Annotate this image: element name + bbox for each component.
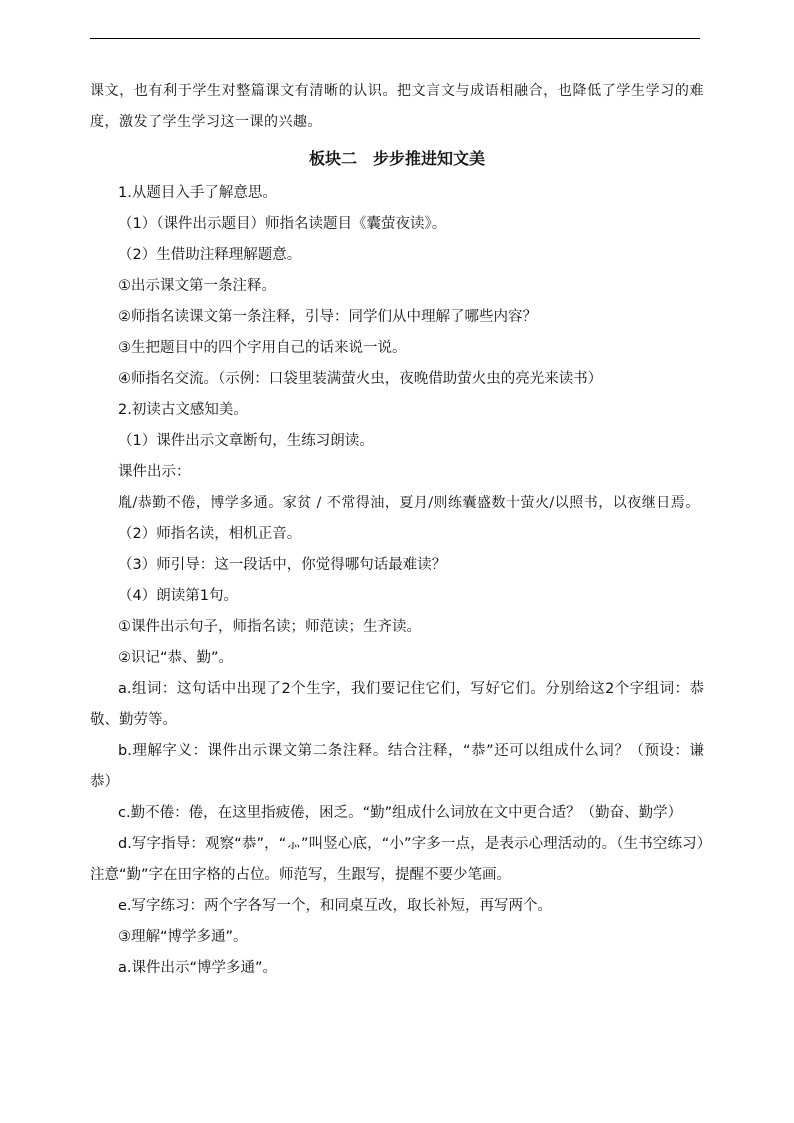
paragraph: d.写字指导：观察“恭”，“⺗”叫竖心底，“小”字多一点，是表示心理活动的。（生书空练习）注意“勤”字在田字格的占位。师范写，生跟写，提醒不要少笔画。 (90, 836, 704, 883)
paragraph: b.理解字义：课件出示课文第二条注释。结合注释，“恭”还可以组成什么词？（预设：谦恭） (90, 743, 704, 790)
paragraph-list (90, 178, 704, 984)
paragraph: ②识记“恭、勤”。 (118, 650, 234, 666)
paragraph: （4）朗读第1句。 (118, 588, 238, 604)
courseware-quote: 胤/恭勤不倦，博学多通。家贫 / 不常得油，夏月/则练囊盛数十萤火/以照书，以夜继日焉。 (118, 495, 700, 511)
paragraph: （1）课件出示文章断句，生练习朗读。 (118, 433, 374, 449)
document-body (90, 76, 704, 984)
paragraph: （2）师指名读，相机正音。 (118, 526, 302, 542)
intro-paragraph: 课文，也有利于学生对整篇课文有清晰的认识。把文言文与成语相融合，也降低了学生学习的难度，激发了学生学习这一课的兴趣。 (90, 83, 704, 130)
paragraph: ①出示课文第一条注释。 (118, 278, 276, 294)
paragraph: ②师指名读课文第一条注释，引导：同学们从中理解了哪些内容？ (118, 309, 537, 325)
header-rule (90, 38, 700, 39)
paragraph: 课件出示： (118, 464, 191, 480)
paragraph: （3）师引导：这一段话中，你觉得哪句话最难读？ (118, 557, 447, 573)
section-title: 板块二 步步推进知文美 (308, 149, 485, 168)
paragraph: 1.从题目入手了解意思。 (118, 185, 277, 201)
paragraph: ①课件出示句子，师指名读；师范读；生齐读。 (118, 619, 421, 635)
paragraph: ④师指名交流。（示例：口袋里装满萤火虫，夜晚借助萤火虫的亮光来读书） (118, 371, 603, 387)
paragraph: ③生把题目中的四个字用自己的话来说一说。 (118, 340, 407, 356)
paragraph: （1）（课件出示题目）师指名读题目《囊萤夜读》。 (118, 216, 447, 232)
paragraph: e.写字练习：两个字各写一个，和同桌互改，取长补短，再写两个。 (118, 898, 553, 914)
paragraph: a.课件出示“博学多通”。 (118, 960, 278, 976)
paragraph: （2）生借助注释理解题意。 (118, 247, 302, 263)
paragraph: ③理解“博学多通”。 (118, 929, 248, 945)
paragraph: c.勤不倦：倦，在这里指疲倦，困乏。“勤”组成什么词放在文中更合适？（勤奋、勤学） (118, 805, 683, 821)
paragraph: 2.初读古文感知美。 (118, 402, 248, 418)
paragraph: a.组词：这句话中出现了2个生字，我们要记住它们，写好它们。分别给这2个字组词：恭敬、勤劳等。 (90, 681, 704, 728)
